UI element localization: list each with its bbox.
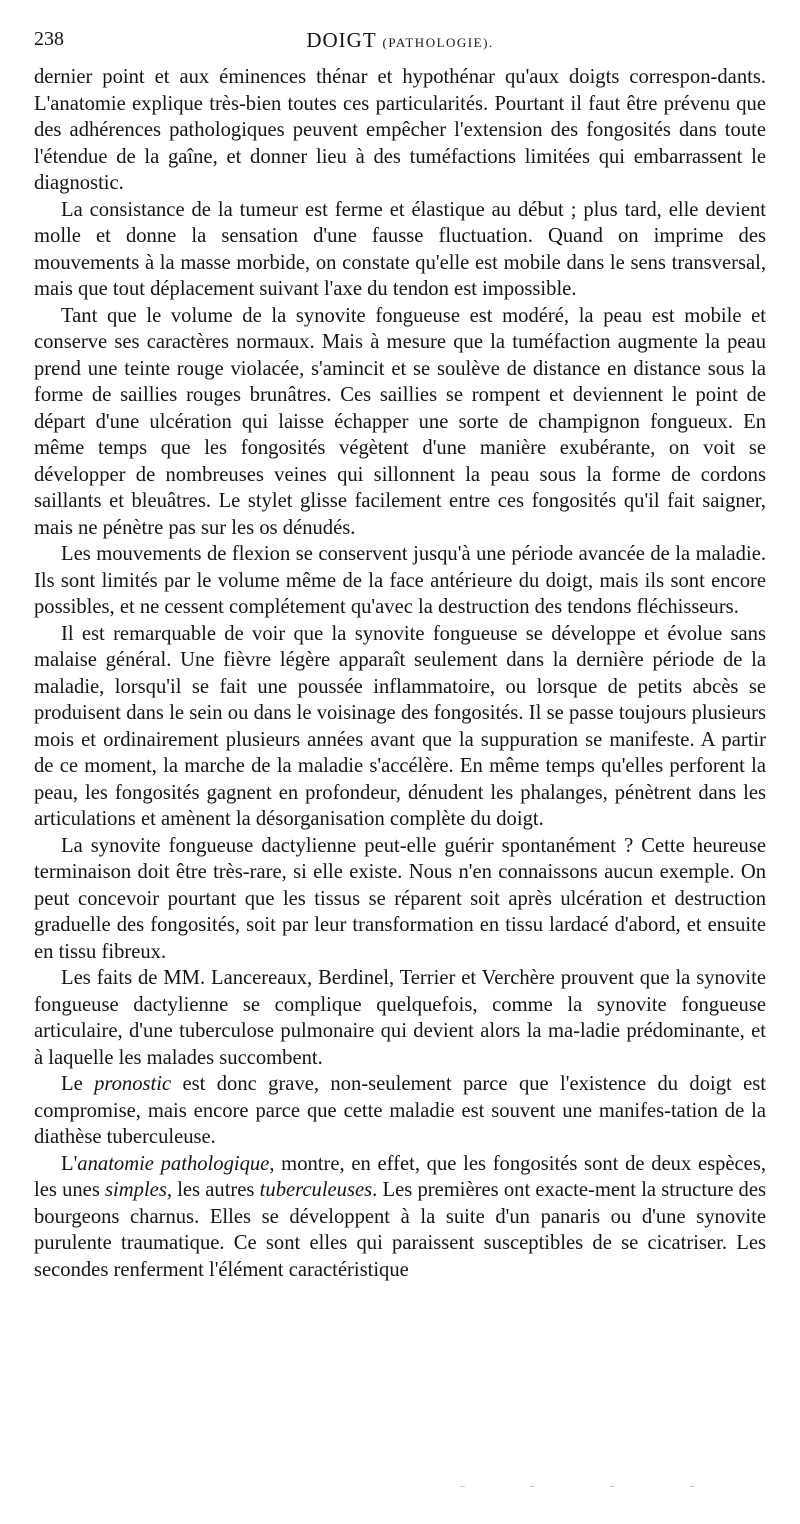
paragraph-continuation: dernier point et aux éminences thénar et hypothénar qu'aux doigts correspon-dants. L'anatomie explique très-bien toutes ces particularités. Pourtant il faut être prévenu que des adhérences pathologiques peuvent empêcher l'extension des fongosités dans toute l'étendue de la gaîne, et donner lieu à des tuméfactions limitées qui embarrassent le diagnostic. bbox=[34, 66, 766, 194]
anatomie-term: anatomie pathologique bbox=[77, 1152, 270, 1175]
anatomie-text-1: , montre, en effet, que les fongosités sont de deux espèces, les unes bbox=[34, 1152, 766, 1201]
paragraph-consistance: La consistance de la tumeur est ferme et élastique au début ; plus tard, elle devient molle et donne la sensation d'une fausse fluctuation. Quand on imprime des mouvements à la masse morbide, on constate qu'elle est mobile dans le sens transversal, mais que tout déplacement suivant l'axe du tendon est impossible. bbox=[34, 198, 766, 300]
body-text bbox=[34, 64, 766, 1283]
paragraph-pronostic bbox=[34, 1071, 766, 1151]
term-tuberculeuses: tuberculeuses bbox=[259, 1179, 373, 1201]
running-head bbox=[34, 28, 766, 53]
paragraph-tuberculose: Les faits de MM. Lancereaux, Berdinel, Terrier et Verchère prouvent que la synovite fongueuse dactylienne se complique quelquefois, comme la synovite fongueuse articulaire, d'une tuberculose pulmonaire qui devient alors la ma-ladie prédominante, et à laquelle les malades succombent. bbox=[34, 967, 766, 1069]
paragraph-volume: Tant que le volume de la synovite fongueuse est modéré, la peau est mobile et conserve ses caractères normaux. Mais à mesure que la tuméfaction augmente la peau prend une teinte rouge violacée, s'amincit et se soulève de distance en distance sous la forme de saillies rouges brunâtres. Ces saillies se rompent et deviennent le point de départ d'une ulcération qui laisse échapper une sorte de champignon fongueux. En même temps que les fongosités végètent d'une manière exubérante, on voit se développer de nombreuses veines qui sillonnent la peau sous la forme de cordons saillants et bleuâtres. Le stylet glisse facilement entre ces fongosités qu'il fait saigner, mais ne pénètre pas sur les os dénudés. bbox=[34, 304, 766, 539]
running-head-title: DOIGT bbox=[306, 28, 377, 52]
scan-specks bbox=[460, 1486, 700, 1492]
pronostic-before: Le bbox=[61, 1073, 95, 1095]
anatomie-text-3: . Les premières ont exacte-ment la structure des bourgeons charnus. Elles se développent à la suite d'un panaris ou d'une synovite purulente traumatique. Ce sont elles qui paraissent susceptibles de se cicatriser. Les secondes renferment l'élément caractéristique bbox=[34, 1179, 766, 1281]
paragraph-mouvements: Les mouvements de flexion se conservent jusqu'à une période avancée de la maladie. Ils sont limités par le volume même de la face antérieure du doigt, mais ils sont encore possibles, et ne cessent complétement qu'avec la destruction des tendons fléchisseurs. bbox=[34, 543, 766, 618]
pronostic-after: est donc grave, non-seulement parce que l'existence du doigt est compromise, mais encore parce que cette maladie est souvent une manifes-tation de la diathèse tuberculeuse. bbox=[34, 1073, 766, 1148]
anatomie-before: L' bbox=[61, 1152, 78, 1175]
page-header bbox=[34, 28, 766, 58]
page-number: 238 bbox=[34, 28, 64, 50]
paragraph-anatomie bbox=[34, 1151, 766, 1284]
pronostic-term: pronostic bbox=[94, 1073, 172, 1095]
anatomie-text-2: , les autres bbox=[166, 1179, 260, 1201]
paragraph-guerison: La synovite fongueuse dactylienne peut-elle guérir spontanément ? Cette heureuse terminaison doit être très-rare, si elle existe. Nous n'en connaissons aucun exemple. On peut concevoir pourtant que les tissus se réparent soit après ulcération et destruction graduelle des fongosités, soit par leur transformation en tissu lardacé d'abord, et ensuite en tissu fibreux. bbox=[34, 834, 766, 963]
running-head-section: (PATHOLOGIE). bbox=[382, 35, 494, 50]
term-simples: simples bbox=[105, 1179, 167, 1201]
book-page bbox=[34, 28, 766, 1283]
paragraph-evolution: Il est remarquable de voir que la synovite fongueuse se développe et évolue sans malaise général. Une fièvre légère apparaît seulement dans la dernière période de la maladie, lorsqu'il se fait une poussée inflammatoire, ou lorsque de petits abcès se produisent dans le sein ou dans le voisinage des fongosités. Il se passe toujours plusieurs mois et ordinairement plusieurs années avant que la suppuration se manifeste. A partir de ce moment, la marche de la maladie s'accélère. En même temps qu'elles perforent la peau, les fongosités gagnent en profondeur, dénudent les phalanges, pénètrent dans les articulations et amènent la désorganisation complète du doigt. bbox=[34, 622, 766, 830]
